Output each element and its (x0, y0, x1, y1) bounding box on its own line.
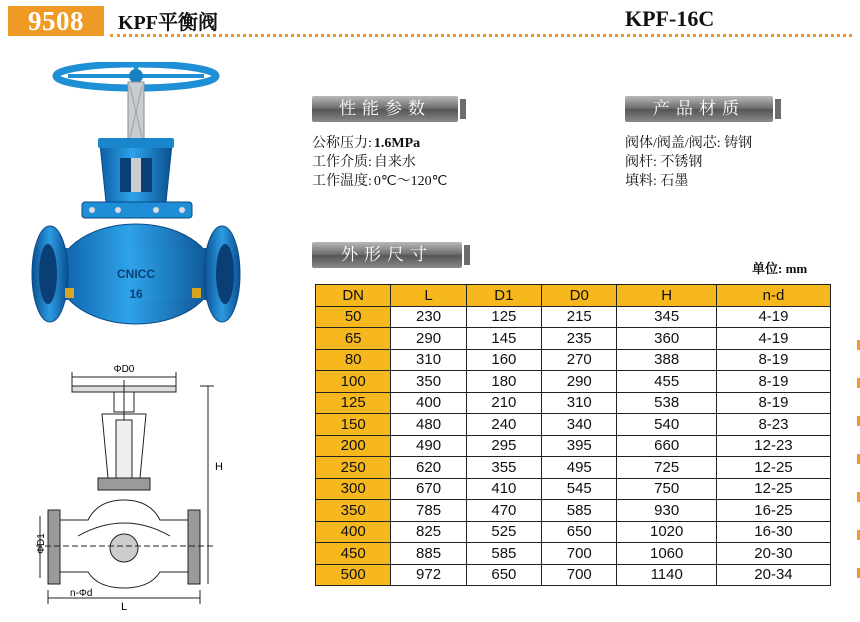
drawing-label-l: L (120, 601, 128, 610)
table-cell: 310 (391, 349, 466, 371)
material-packing-value: 石墨 (660, 174, 689, 189)
table-cell: 495 (542, 457, 617, 479)
drawing-label-nd: n-Φd (70, 588, 93, 599)
material-stem-label: 阀杆: (625, 155, 657, 170)
unit-label: 单位: mm (752, 261, 808, 276)
table-cell: 1020 (617, 521, 717, 543)
body-marking: CNICC (117, 267, 155, 281)
table-cell: 340 (542, 414, 617, 436)
column-header-h: H (617, 285, 717, 307)
spec-temperature-label: 工作温度: (312, 174, 372, 189)
table-cell: 8-19 (716, 392, 830, 414)
table-cell: 290 (542, 371, 617, 393)
table-row (316, 457, 831, 479)
spec-medium (312, 153, 447, 172)
table-cell: 350 (316, 500, 391, 522)
table-cell: 235 (542, 328, 617, 350)
table-cell: 885 (391, 543, 466, 565)
table-cell: 700 (542, 543, 617, 565)
drawing-label-d1: ΦD1 (36, 533, 47, 554)
column-header-d0: D0 (542, 285, 617, 307)
table-cell: 670 (391, 478, 466, 500)
spec-pressure-value: 1.6MPa (373, 136, 421, 151)
table-cell: 972 (391, 564, 466, 586)
table-cell: 65 (316, 328, 391, 350)
table-cell: 270 (542, 349, 617, 371)
table-row (316, 564, 831, 586)
table-cell: 620 (391, 457, 466, 479)
table-row (316, 328, 831, 350)
table-cell: 230 (391, 306, 466, 328)
table-row (316, 500, 831, 522)
table-row (316, 543, 831, 565)
table-cell: 388 (617, 349, 717, 371)
column-header-d1: D1 (466, 285, 541, 307)
spec-temperature-value: 0℃～120℃ (373, 174, 448, 189)
material-body-value: 铸钢 (724, 136, 753, 151)
material-body (625, 134, 752, 153)
drawing-label-d0: ΦD0 (113, 364, 135, 375)
table-cell: 355 (466, 457, 541, 479)
dimensions-table (315, 284, 831, 586)
material-packing (625, 172, 752, 191)
table-row (316, 414, 831, 436)
spec-medium-value: 自来水 (373, 155, 416, 170)
dimensions-banner: 外形尺寸 (312, 242, 462, 268)
table-cell: 250 (316, 457, 391, 479)
table-cell: 100 (316, 371, 391, 393)
column-header-n-d: n-d (716, 285, 830, 307)
table-cell: 50 (316, 306, 391, 328)
table-cell: 360 (617, 328, 717, 350)
table-body (316, 306, 831, 586)
table-cell: 700 (542, 564, 617, 586)
table-cell: 4-19 (716, 306, 830, 328)
table-cell: 1060 (617, 543, 717, 565)
table-cell: 310 (542, 392, 617, 414)
material-packing-label: 填料: (625, 174, 657, 189)
table-cell: 300 (316, 478, 391, 500)
table-cell: 145 (466, 328, 541, 350)
table-cell: 450 (316, 543, 391, 565)
table-cell: 455 (617, 371, 717, 393)
table-cell: 290 (391, 328, 466, 350)
table-cell: 400 (391, 392, 466, 414)
table-cell: 538 (617, 392, 717, 414)
table-cell: 12-23 (716, 435, 830, 457)
material-specs (625, 134, 752, 191)
table-cell: 12-25 (716, 478, 830, 500)
table-row (316, 349, 831, 371)
table-cell: 400 (316, 521, 391, 543)
table-cell: 8-19 (716, 371, 830, 393)
table-cell: 490 (391, 435, 466, 457)
body-number: 16 (129, 287, 143, 301)
table-cell: 395 (542, 435, 617, 457)
table-cell: 20-34 (716, 564, 830, 586)
spec-pressure-label: 公称压力: (312, 136, 372, 151)
material-stem (625, 153, 752, 172)
table-cell: 12-25 (716, 457, 830, 479)
table-cell: 345 (617, 306, 717, 328)
table-cell: 480 (391, 414, 466, 436)
table-cell: 125 (466, 306, 541, 328)
table-cell: 1140 (617, 564, 717, 586)
table-cell: 210 (466, 392, 541, 414)
column-header-l: L (391, 285, 466, 307)
table-cell: 16-25 (716, 500, 830, 522)
table-row (316, 371, 831, 393)
table-cell: 825 (391, 521, 466, 543)
header-dotted-divider (110, 34, 852, 37)
table-row (316, 306, 831, 328)
table-cell: 930 (617, 500, 717, 522)
table-row (316, 435, 831, 457)
valve-photo (28, 62, 258, 347)
table-cell: 8-19 (716, 349, 830, 371)
performance-banner: 性能参数 (312, 96, 458, 122)
table-cell: 4-19 (716, 328, 830, 350)
material-body-label: 阀体/阀盖/阀芯: (625, 136, 721, 151)
spec-medium-label: 工作介质: (312, 155, 372, 170)
table-cell: 240 (466, 414, 541, 436)
table-cell: 750 (617, 478, 717, 500)
model-code: KPF-16C (625, 6, 715, 31)
table-cell: 585 (542, 500, 617, 522)
table-cell: 80 (316, 349, 391, 371)
table-cell: 200 (316, 435, 391, 457)
table-cell: 8-23 (716, 414, 830, 436)
drawing-label-h: H (215, 461, 223, 473)
table-cell: 180 (466, 371, 541, 393)
table-cell: 20-30 (716, 543, 830, 565)
material-stem-value: 不锈钢 (660, 155, 703, 170)
table-cell: 295 (466, 435, 541, 457)
table-cell: 500 (316, 564, 391, 586)
table-cell: 650 (466, 564, 541, 586)
table-row (316, 392, 831, 414)
table-row (316, 521, 831, 543)
product-title: KPF平衡阀 (118, 12, 218, 34)
table-cell: 525 (466, 521, 541, 543)
table-cell: 215 (542, 306, 617, 328)
spec-temperature (312, 172, 447, 191)
table-cell: 540 (617, 414, 717, 436)
table-cell: 470 (466, 500, 541, 522)
table-cell: 725 (617, 457, 717, 479)
material-banner: 产品材质 (625, 96, 773, 122)
table-cell: 150 (316, 414, 391, 436)
table-cell: 125 (316, 392, 391, 414)
table-cell: 545 (542, 478, 617, 500)
table-cell: 650 (542, 521, 617, 543)
spec-pressure (312, 134, 447, 153)
table-cell: 660 (617, 435, 717, 457)
table-cell: 785 (391, 500, 466, 522)
performance-specs (312, 134, 447, 191)
column-header-dn: DN (316, 285, 391, 307)
table-cell: 410 (466, 478, 541, 500)
table-cell: 160 (466, 349, 541, 371)
table-header-row (316, 285, 831, 307)
table-row (316, 478, 831, 500)
product-code-badge: 9508 (8, 6, 104, 36)
table-cell: 350 (391, 371, 466, 393)
table-cell: 16-30 (716, 521, 830, 543)
dimension-drawing (28, 360, 228, 610)
table-cell: 585 (466, 543, 541, 565)
